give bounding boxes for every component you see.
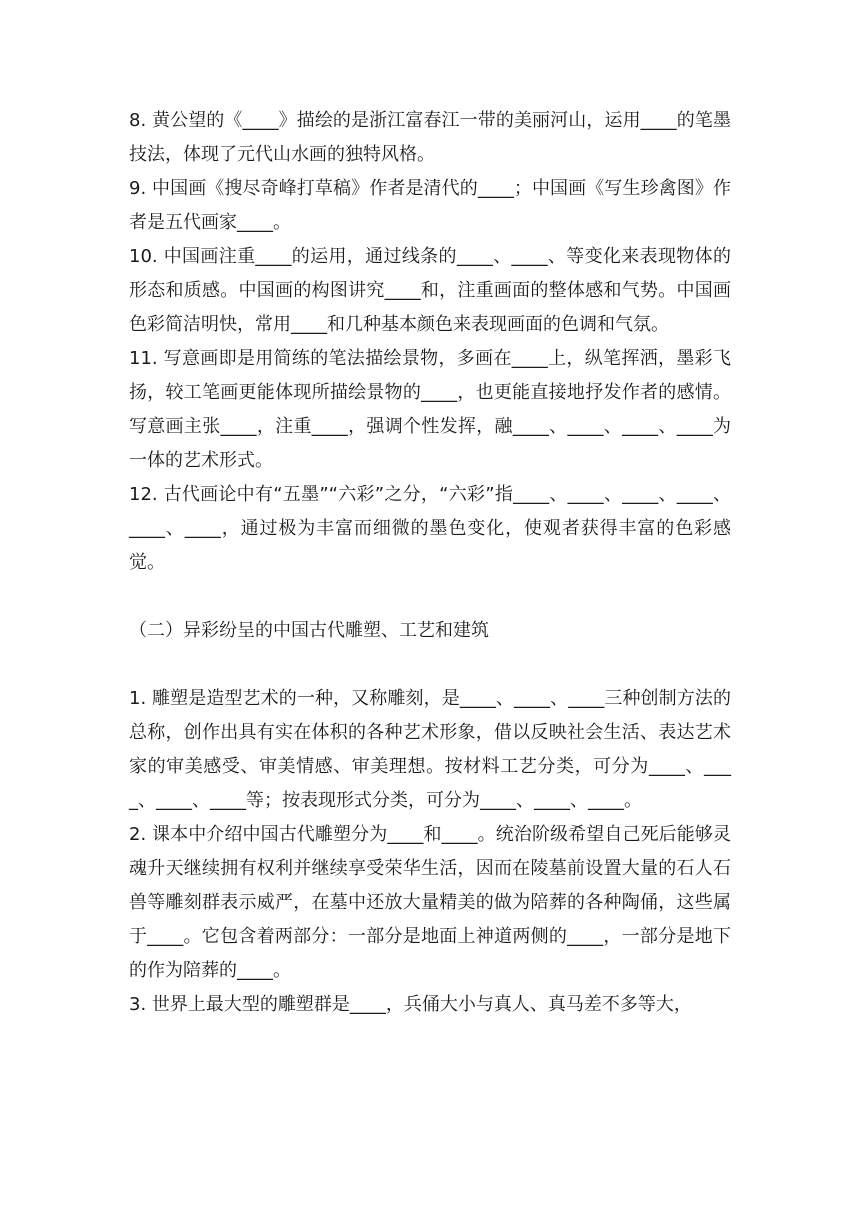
- section-heading: （二）异彩纷呈的中国古代雕塑、工艺和建筑: [129, 620, 489, 641]
- question-8: 8. 黄公望的《____》描绘的是浙江富春江一带的美丽河山，运用____的笔墨技法，体现了元代山水画的独特风格。: [129, 110, 731, 165]
- section2-question-3: 3. 世界上最大型的雕塑群是____，兵俑大小与真人、真马差不多等大，: [129, 994, 692, 1015]
- question-12: 12. 古代画论中有“五墨”“六彩”之分，“六彩”指____、____、____、____、____、____，通过极为丰富而细微的墨色变化，使观者获得丰富的色彩感觉。: [129, 484, 731, 573]
- section2-question-2: 2. 课本中介绍中国古代雕塑分为____和____。统治阶级希望自己死后能够灵魂升天继续拥有权利并继续享受荣华生活，因而在陵墓前设置大量的石人石兽等雕刻群表示威严，在墓中还放大量精美的做为陪葬的各种陶俑，这些属于____。它包含着两部分：一部分是地面上神道两侧的____，一部分是地下的作为陪葬的____。: [129, 824, 731, 981]
- question-10: 10. 中国画注重____的运用，通过线条的____、____、等变化来表现物体的形态和质感。中国画的构图讲究____和，注重画面的整体感和气势。中国画色彩简洁明快，常用____和几种基本颜色来表现画面的色调和气氛。: [129, 246, 731, 335]
- question-11: 11. 写意画即是用简练的笔法描绘景物，多画在____上，纵笔挥洒，墨彩飞扬，较工笔画更能体现所描绘景物的____，也更能直接地抒发作者的感情。写意画主张____，注重____，强调个性发挥，融____、____、____、____为一体的艺术形式。: [129, 348, 731, 471]
- question-9: 9. 中国画《搜尽奇峰打草稿》作者是清代的____；中国画《写生珍禽图》作者是五代画家____。: [129, 178, 731, 233]
- spacer: [129, 580, 731, 614]
- spacer: [129, 648, 731, 682]
- document-page: [129, 104, 731, 1022]
- section2-question-1: 1. 雕塑是造型艺术的一种，又称雕刻，是____、____、____三种创制方法的总称，创作出具有实在体积的各种艺术形象，借以反映社会生活、表达艺术家的审美感受、审美情感、审美理想。按材料工艺分类，可分为____、____、____、____等；按表现形式分类，可分为____、____、____。: [129, 688, 731, 811]
